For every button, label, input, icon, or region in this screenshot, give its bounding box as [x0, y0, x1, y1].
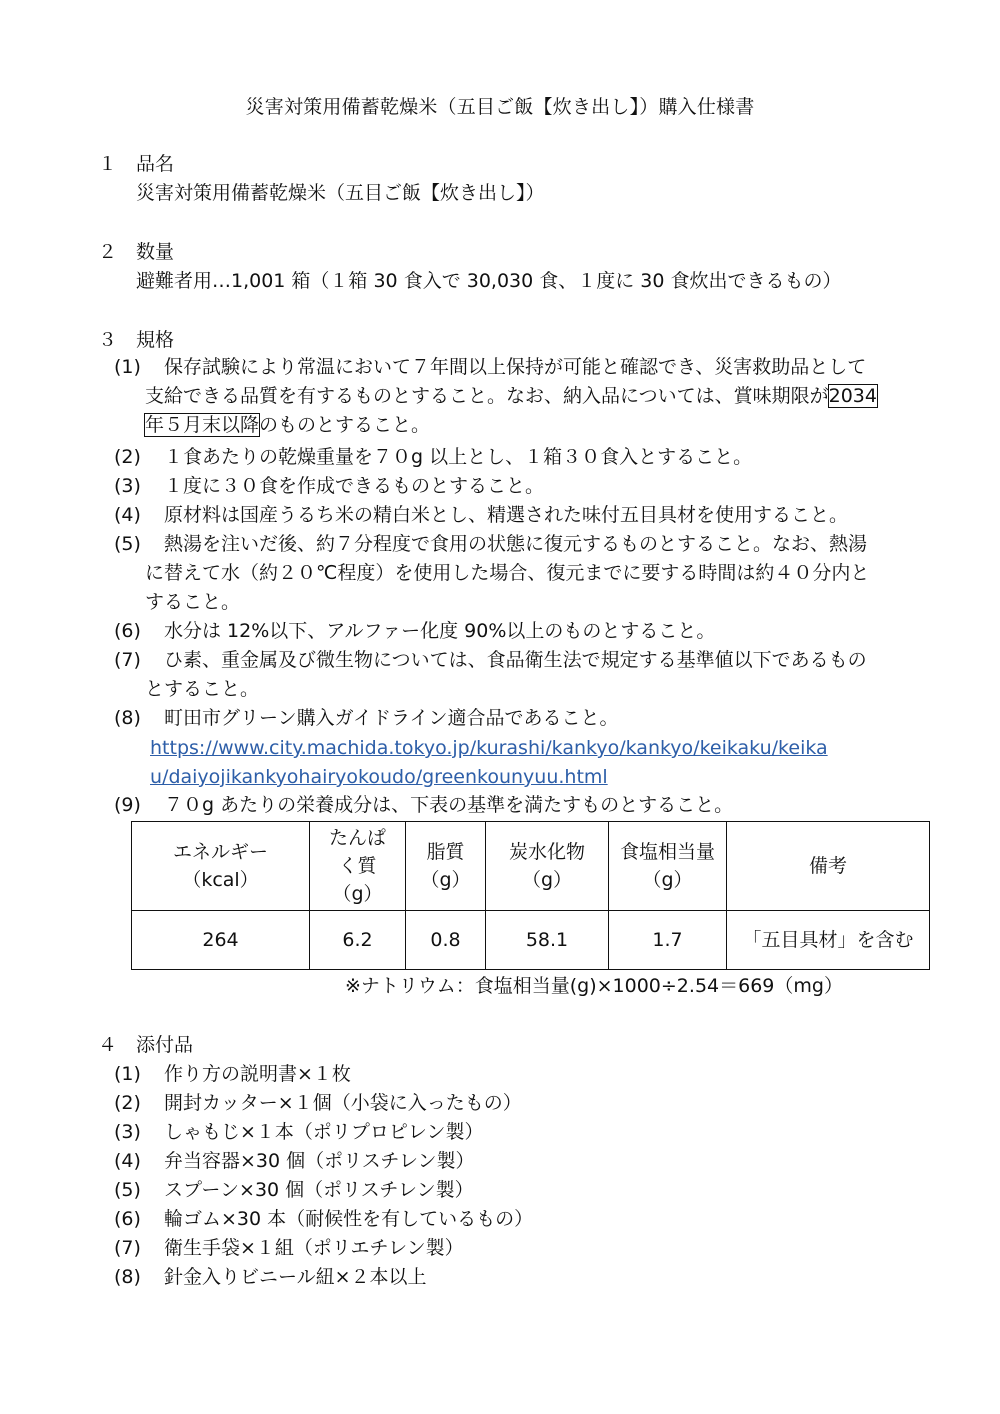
item-text: 弁当容器×30 個（ポリスチレン製） [164, 1150, 475, 1172]
attachment-item-5 [114, 1176, 474, 1204]
section-number: ４ [98, 1034, 118, 1056]
item-number: (6) [114, 1208, 141, 1230]
expiry-month-box: 年５月末以降 [145, 414, 260, 436]
green-purchase-link[interactable]: https://www.city.machida.tokyo.jp/kurashi/kankyo/kankyo/keikaku/keika [150, 737, 828, 759]
item-number: (4) [114, 504, 141, 526]
value-energy: 264 [132, 911, 310, 970]
attachment-item-2 [114, 1089, 522, 1117]
section-title: 規格 [136, 329, 175, 351]
item-number: (5) [114, 533, 141, 555]
section-title: 数量 [136, 241, 175, 263]
item-text: ７０g あたりの栄養成分は、下表の基準を満たすものとすること。 [164, 794, 734, 816]
attachment-item-7 [114, 1234, 464, 1262]
header-energy: エネルギー （kcal） [132, 822, 310, 911]
section-4-heading [98, 1031, 193, 1059]
value-fat: 0.8 [406, 911, 486, 970]
green-purchase-link-continued[interactable]: u/daiyojikankyohairyokoudo/greenkounyuu.html [150, 766, 608, 788]
section-number: １ [98, 153, 118, 175]
item-text: ひ素、重金属及び微生物については、食品衛生法で規定する基準値以下であるもの [164, 649, 867, 671]
spec-item-2 [114, 443, 752, 471]
spec-item-1-line-2 [145, 382, 877, 410]
item-number: (8) [114, 1266, 141, 1288]
section-number: ３ [98, 329, 118, 351]
spec-item-5-line-2: に替えて水（約２０℃程度）を使用した場合、復元までに要する時間は約４０分内と [145, 562, 870, 584]
sodium-note: ※ナトリウム：食塩相当量(g)×1000÷2.54＝669（mg） [345, 975, 843, 997]
header-salt-equivalent: 食塩相当量 （g） [609, 822, 727, 911]
spec-item-8 [114, 704, 618, 732]
item-text: 町田市グリーン購入ガイドライン適合品であること。 [164, 707, 619, 729]
item-number: (1) [114, 356, 141, 378]
header-remarks: 備考 [727, 822, 930, 911]
item-number: (2) [114, 446, 141, 468]
spec-item-6 [114, 617, 715, 645]
section-title: 添付品 [136, 1034, 194, 1056]
item-number: (3) [114, 475, 141, 497]
header-protein: たんぱ く質 （g） [310, 822, 406, 911]
item-number: (7) [114, 1237, 141, 1259]
attachment-item-8 [114, 1263, 427, 1291]
spec-item-7 [114, 646, 867, 674]
item-text: 作り方の説明書×１枚 [164, 1063, 351, 1085]
attachment-item-6 [114, 1205, 533, 1233]
spec-item-9 [114, 791, 733, 819]
item-text: スプーン×30 個（ポリスチレン製） [164, 1179, 474, 1201]
item-text: 原材料は国産うるち米の精白米とし、精選された味付五目具材を使用すること。 [164, 504, 849, 526]
nutrition-table [131, 821, 930, 970]
spec-item-1 [114, 353, 866, 381]
value-salt-equivalent: 1.7 [609, 911, 727, 970]
item-number: (5) [114, 1179, 141, 1201]
item-number: (3) [114, 1121, 141, 1143]
item-number: (6) [114, 620, 141, 642]
attachment-item-4 [114, 1147, 475, 1175]
item-text: 輪ゴム×30 本（耐候性を有しているもの） [164, 1208, 534, 1230]
item-number: (8) [114, 707, 141, 729]
item-text: 開封カッター×１個（小袋に入ったもの） [164, 1092, 522, 1114]
spec-item-5 [114, 530, 867, 558]
value-protein: 6.2 [310, 911, 406, 970]
section-1-content: 災害対策用備蓄乾燥米（五目ご飯【炊き出し】） [136, 182, 545, 204]
spec-item-7-line-2: とすること。 [145, 678, 260, 700]
section-title: 品名 [136, 153, 175, 175]
document-title: 災害対策用備蓄乾燥米（五目ご飯【炊き出し】）購入仕様書 [245, 96, 755, 118]
section-number: ２ [98, 241, 118, 263]
section-2-content: 避難者用…1,001 箱（１箱 30 食入で 30,030 食、１度に 30 食炊出できるもの） [136, 270, 842, 292]
item-text: 熱湯を注いだ後、約７分程度で食用の状態に復元するものとすること。なお、熱湯 [164, 533, 868, 555]
item-text: 水分は 12%以下、アルファー化度 90%以上のものとすること。 [164, 620, 716, 642]
item-number: (1) [114, 1063, 141, 1085]
spec-item-4 [114, 501, 848, 529]
section-1-heading [98, 150, 174, 178]
spec-item-1-line-3 [145, 411, 430, 439]
item-text: 針金入りビニール紐×２本以上 [164, 1266, 427, 1288]
item-text: 保存試験により常温において７年間以上保持が可能と確認でき、災害救助品として [164, 356, 867, 378]
value-remarks: 「五目具材」を含む [727, 911, 930, 970]
spec-item-3 [114, 472, 544, 500]
item-text: 衛生手袋×１組（ポリエチレン製） [164, 1237, 464, 1259]
item-number: (7) [114, 649, 141, 671]
item-number: (9) [114, 794, 141, 816]
attachment-item-1 [114, 1060, 351, 1088]
item-text: 支給できる品質を有するものとすること。なお、納入品については、賞味期限が [145, 385, 829, 407]
item-number: (4) [114, 1150, 141, 1172]
spec-item-5-line-3: すること。 [145, 591, 241, 613]
item-text: １食あたりの乾燥重量を７０g 以上とし、１箱３０食入とすること。 [164, 446, 753, 468]
item-text: １度に３０食を作成できるものとすること。 [164, 475, 545, 497]
item-text: しゃもじ×１本（ポリプロピレン製） [164, 1121, 484, 1143]
value-carbohydrate: 58.1 [486, 911, 609, 970]
expiry-year-box: 2034 [828, 385, 877, 407]
item-text: のものとすること。 [259, 414, 431, 436]
table-row [132, 911, 930, 970]
item-number: (2) [114, 1092, 141, 1114]
section-2-heading [98, 238, 174, 266]
header-carbohydrate: 炭水化物 （g） [486, 822, 609, 911]
table-header-row [132, 822, 930, 911]
section-3-heading [98, 326, 174, 354]
attachment-item-3 [114, 1118, 483, 1146]
header-fat: 脂質 （g） [406, 822, 486, 911]
